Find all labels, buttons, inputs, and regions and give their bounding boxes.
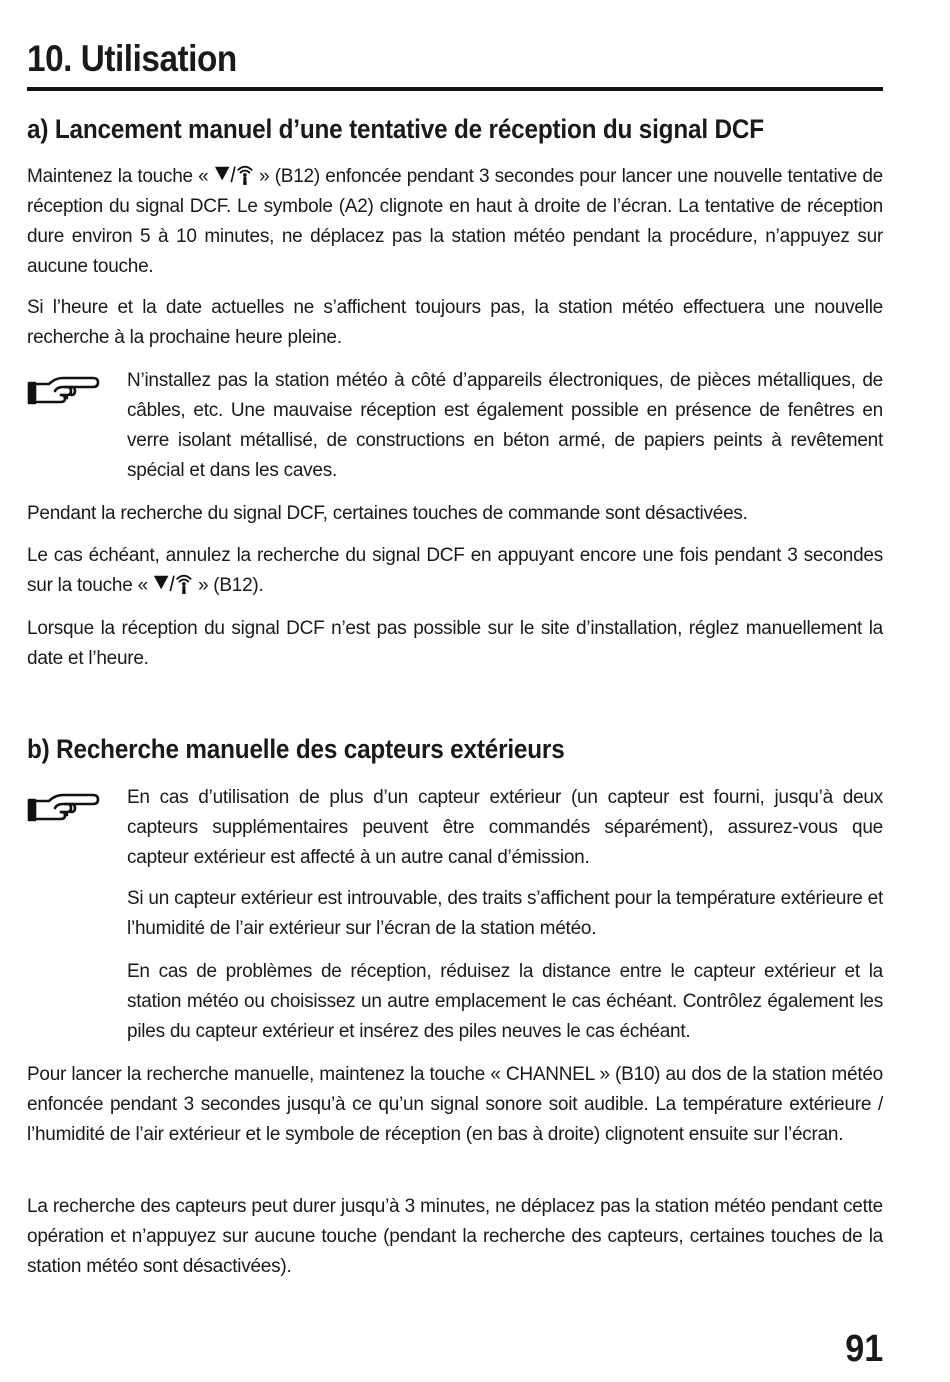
section-a-paragraph-2: Si l’heure et la date actuelles ne s’affichent toujours pas, la station météo effectuera une nouvelle recherche à la prochaine heure pleine. bbox=[27, 297, 883, 348]
section-a-paragraph-1: Maintenez la touche « » (B12) enfoncée pendant 3 secondes pour lancer une nouvelle tentative de réception du signal DCF. Le symbole (A2) clignote en haut à droite de l’écran. La tentative de réception dure environ 5 à 10 minutes, ne déplacez pas la station météo pendant la procédure, n’appuyez sur aucune touche. bbox=[27, 162, 883, 282]
section-b-title: b) Recherche manuelle des capteurs extérieurs bbox=[27, 734, 565, 764]
section-a-paragraph-5: Lorsque la réception du signal DCF n’est pas possible sur le site d’installation, réglez manuellement la date et l’heure. bbox=[27, 618, 883, 669]
page-number: 91 bbox=[844, 1328, 883, 1370]
section-a-title: a) Lancement manuel d’une tentative de réception du signal DCF bbox=[27, 114, 764, 144]
section-b-paragraph-2: La recherche des capteurs peut durer jusqu’à 3 minutes, ne déplacez pas la station météo pendant cette opération et n’appuyez sur aucune touche (pendant la recherche des capteurs, certaines touches de la station météo sont désactivées). bbox=[27, 1196, 883, 1277]
down-triangle-antenna-icon bbox=[153, 572, 193, 594]
chapter-title: 10. Utilisation bbox=[27, 38, 237, 79]
section-a-paragraph-3: Pendant la recherche du signal DCF, certaines touches de commande sont désactivées. bbox=[27, 503, 748, 524]
down-triangle-antenna-icon bbox=[214, 163, 254, 185]
section-b-paragraph-1: Pour lancer la recherche manuelle, maintenez la touche « CHANNEL » (B10) au dos de la station météo enfoncée pendant 3 secondes jusqu’à ce qu’un signal sonore soit audible. La température extérieure / l’humidité de l’air extérieur et le symbole de réception (en bas à droite) clignotent ensuite sur l’écran. bbox=[27, 1064, 883, 1145]
pointing-hand-icon bbox=[27, 792, 101, 826]
pointing-hand-icon bbox=[27, 375, 101, 409]
manual-page: 10. Utilisation a) Lancement manuel d’une tentative de réception du signal DCF Maintenez la touche « » (B12) enfoncée pendant 3 secondes pour lancer une nouvelle tentative de réception du signal DCF. Le symbole (A2) clignote en haut à droite de l’écran. La tentative de réception dure environ 5 à 10 minutes, ne déplacez pas la station météo pendant la procédure, n’appuyez sur aucune touche. Si l’heure et la date actuelles ne s’affichent toujours pas, la station météo effectuera une nouvelle recherche à la prochaine heure pleine. N’installez pas la station météo à côté d’appareils électroniques, de pièces métalliques, de câbles, etc. Une mauvaise réception est également possible en présence de fenêtres en verre isolant métallisé, de constructions en béton armé, de papiers peints à revêtement spécial et dans les caves. Pendant la recherche du signal DCF, certaines touches de commande sont désactivées. Le cas échéant, annulez la recherche du signal DCF en appuyant encore une fois pendant 3 secondes sur la touche « » (B12). Lorsque la réception du signal DCF n’est pas possible sur le site d’installation, réglez manuellement la date et l’heure. b) Recherche manuelle des capteurs extérieurs En cas d’utilisation de plus d’un capteur extérieur (un capteur est fourni, jusqu’à deux capteurs supplémentaires peuvent être commandés séparément), assurez-vous que capteur extérieur est affecté à un autre canal d’émission. Si un capteur extérieur est introuvable, des traits s’affichent pour la température extérieure et l’humidité de l’air extérieur sur l’écran de la station météo. En cas de problèmes de réception, réduisez la distance entre le capteur extérieur et la station météo ou choisissez un autre emplacement le cas échéant. Contrôlez également les piles du capteur extérieur et insérez des piles neuves le cas échéant. Pour lancer la recherche manuelle, maintenez la touche « CHANNEL » (B10) au dos de la station météo enfoncée pendant 3 secondes jusqu’à ce qu’un signal sonore soit audible. La température extérieure / l’humidité de l’air extérieur et le symbole de réception (en bas à droite) clignotent ensuite sur l’écran. La recherche des capteurs peut durer jusqu’à 3 minutes, ne déplacez pas la station météo pendant cette opération et n’appuyez sur aucune touche (pendant la recherche des capteurs, certaines touches de la station météo sont désactivées). 91 bbox=[27, 38, 883, 1370]
chapter-rule bbox=[27, 87, 883, 91]
section-a-paragraph-4: Le cas échéant, annulez la recherche du signal DCF en appuyant encore une fois pendant 3 secondes sur la touche « » (B12). bbox=[27, 545, 883, 596]
